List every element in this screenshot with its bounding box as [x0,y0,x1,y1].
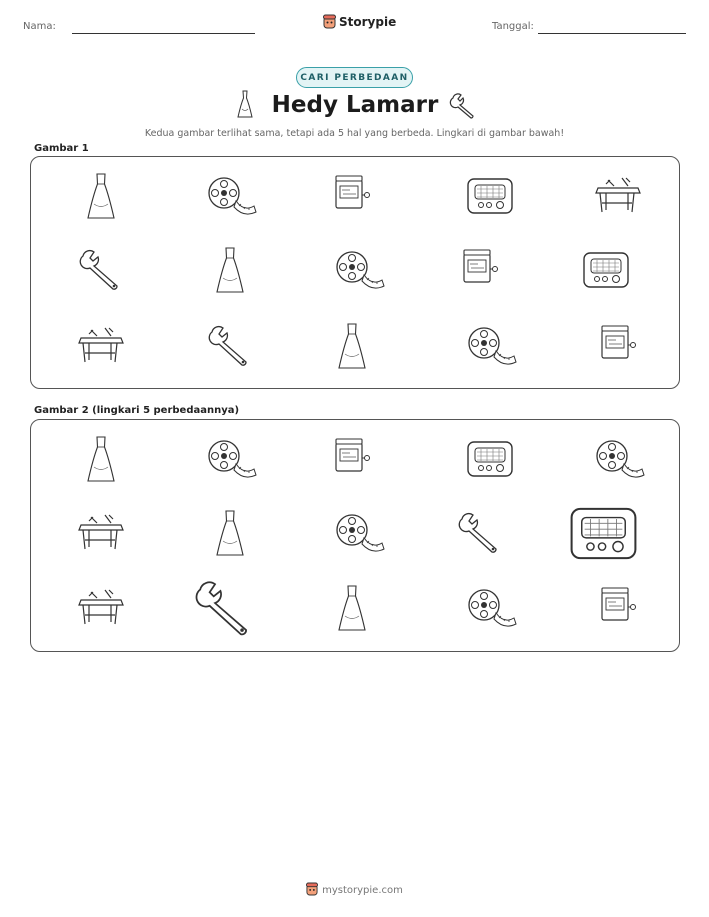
music-box-icon [450,240,510,300]
date-label: Tanggal: [492,21,534,32]
film-reel-icon[interactable] [328,503,388,563]
storypie-mascot-icon [323,14,336,29]
gown-icon[interactable] [322,578,382,638]
film-reel-icon[interactable] [588,429,648,489]
workbench-icon [71,316,131,376]
gown-icon [236,89,254,119]
date-line[interactable] [538,33,686,34]
workbench-icon[interactable] [71,503,131,563]
storypie-mascot-icon [306,882,318,896]
footer [0,882,709,896]
film-reel-icon [328,240,388,300]
wrench-icon [71,240,131,300]
picture2-label: Gambar 2 (lingkari 5 perbedaannya) [34,405,240,416]
name-label: Nama: [23,21,56,32]
name-line[interactable] [72,33,255,34]
gown-icon [322,316,382,376]
gown-icon [200,240,260,300]
workbench-icon[interactable] [71,578,131,638]
workbench-icon [588,166,648,226]
film-reel-icon [200,166,260,226]
wrench-icon[interactable] [184,568,265,649]
instructions: Kedua gambar terlihat sama, tetapi ada 5 hal yang berbeda. Lingkari di gambar bawah! [144,128,565,139]
radio-icon[interactable] [460,429,520,489]
wrench-icon [450,92,478,120]
radio-icon [576,240,636,300]
page-title: Hedy Lamarr [271,92,439,118]
gown-icon [71,166,131,226]
music-box-icon [588,316,648,376]
gown-icon[interactable] [71,429,131,489]
film-reel-icon[interactable] [460,578,520,638]
wrench-icon[interactable] [450,503,510,563]
gown-icon[interactable] [200,503,260,563]
wrench-icon [200,316,260,376]
picture1-label: Gambar 1 [34,143,89,154]
activity-badge: CARI PERBEDAAN [296,67,413,88]
brand-name: Storypie [339,14,397,29]
brand-logo [323,14,396,29]
footer-url: mystorypie.com [322,885,403,896]
film-reel-icon [460,316,520,376]
music-box-icon [322,166,382,226]
music-box-icon[interactable] [588,578,648,638]
film-reel-icon[interactable] [200,429,260,489]
music-box-icon[interactable] [322,429,382,489]
radio-icon [460,166,520,226]
radio-icon[interactable] [560,490,647,577]
